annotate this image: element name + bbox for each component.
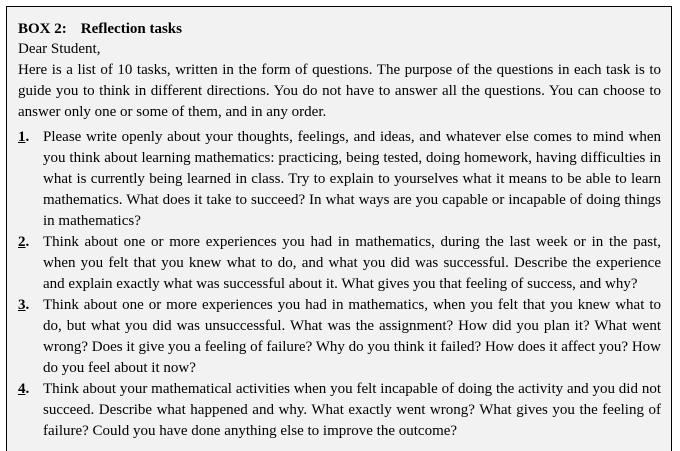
intro-paragraph: Here is a list of 10 tasks, written in the form of questions. The purpose of the questions in each task is to guide you to think in different directions. You do not have to answer all the questions. You can choose to answer only one or some of them, and in any order. <box>18 62 661 120</box>
task-number <box>18 295 43 379</box>
task-number <box>18 379 43 442</box>
task-list <box>18 127 661 442</box>
box-title <box>18 19 661 39</box>
task-number <box>18 127 43 232</box>
task-number-punct: . <box>25 381 30 397</box>
task-number-digit: 2 <box>18 234 26 250</box>
task-number-punct: . <box>25 234 30 250</box>
task-text: Think about one or more experiences you had in mathematics, during the last week or in the past, when you felt that you knew what to do, and what you did was successful. Describe the experience and explain exactly what was successful about it. What gives you that feeling of success, and why? <box>43 234 661 292</box>
greeting: Dear Student, <box>18 41 101 57</box>
task-text: Please write openly about your thoughts, feelings, and ideas, and whatever else comes to mind when you think about learning mathematics: practicing, being tested, doing homework, having difficulties in what is currently being learned in class. Try to explain to yourselves what it means to be able to learn mathematics. What does it take to succeed? In what ways are you capable or incapable of doing things in mathematics? <box>43 129 661 229</box>
task-item-1 <box>18 127 661 232</box>
task-item-2 <box>18 232 661 295</box>
task-number-digit: 1 <box>18 129 26 145</box>
task-number <box>18 232 43 295</box>
task-text: Think about your mathematical activities when you felt incapable of doing the activity and you did not succeed. Describe what happened and why. What exactly went wrong? What gives you the feeling of failure? Could you have done anything else to improve the outcome? <box>43 381 661 439</box>
task-item-3 <box>18 295 661 379</box>
task-number-punct: . <box>25 297 30 313</box>
task-text: Think about one or more experiences you had in mathematics, when you felt that you knew what to do, but what you did was unsuccessful. What was the assignment? How did you plan it? What went wrong? Does it give you a feeling of failure? Why do you think it failed? How does it affect you? How do you feel about it now? <box>43 297 661 376</box>
task-number-digit: 4 <box>18 381 26 397</box>
task-number-digit: 3 <box>18 297 26 313</box>
box-label: BOX 2: <box>18 21 67 37</box>
task-number-punct: . <box>25 129 30 145</box>
task-item-4 <box>18 379 661 442</box>
box-title-text: Reflection tasks <box>80 21 182 37</box>
reflection-tasks-box <box>6 6 672 451</box>
